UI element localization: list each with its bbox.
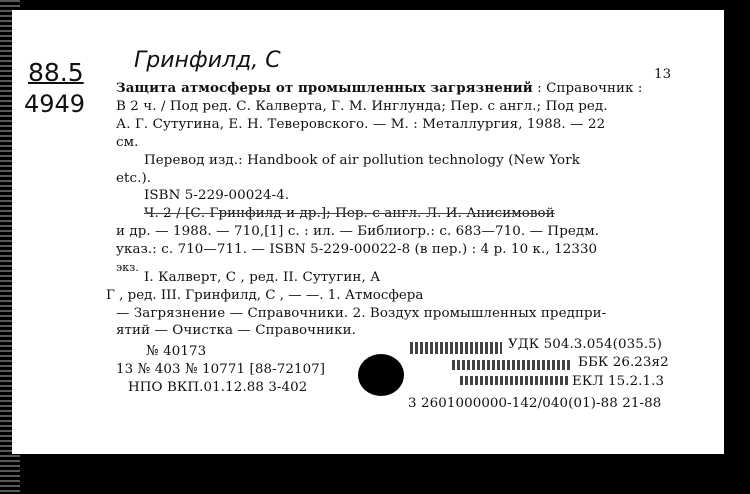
part-line: Ч. 2 / [С. Гринфилд и др.]; Пер. с англ. Л. И. Анисимовой <box>144 206 555 221</box>
price-code: 3 2601000000-142/040(01)-88 21-88 <box>408 396 662 411</box>
line-5: Перевод изд.: Handbook of air pollution technology (New York <box>144 153 580 168</box>
line-2: В 2 ч. / Под ред. С. Калверта, Г. М. Инглунда; Пер. с англ.; Под ред. <box>116 99 608 114</box>
line-4: см. <box>116 135 139 150</box>
corner-number: 13 <box>654 67 672 82</box>
call-number-bottom: 4949 <box>24 90 86 118</box>
ekl: ЕКЛ 15.2.1.3 <box>572 374 665 389</box>
title: Защита атмосферы от промышленных загрязнений <box>116 80 533 96</box>
line-9: и др. — 1988. — 710,[1] с. : ил. — Библиогр.: с. 683—710. — Предм. <box>116 224 600 239</box>
line-3: А. Г. Сутугина, Е. Н. Теверовского. — М. : Металлургия, 1988. — 22 <box>116 117 606 132</box>
stamp-smear-2 <box>452 360 572 370</box>
stamp-smear-3 <box>460 376 568 385</box>
line-11: экз. <box>116 261 139 274</box>
call-number-top: 88.5 <box>28 58 84 87</box>
npo-line: НПО ВКП.01.12.88 3-402 <box>128 380 308 395</box>
tracing-2: Г , ред. III. Гринфилд, С , — —. 1. Атмосфера <box>106 288 424 303</box>
bbk: ББК 26.23я2 <box>578 355 669 370</box>
subject-2: ятий — Очистка — Справочники. <box>116 323 357 338</box>
line-10: указ.: с. 710—711. — ISBN 5-229-00022-8 (в пер.) : 4 р. 10 к., 12330 <box>116 242 598 257</box>
subject-1: — Загрязнение — Справочники. 2. Воздух промышленных предпри- <box>116 306 607 321</box>
title-line <box>116 81 643 96</box>
card-number: № 40173 <box>146 344 207 359</box>
handwritten-author: Гринфилд, С <box>134 48 281 73</box>
title-rest: : Справочник : <box>532 81 643 96</box>
ink-blot <box>358 354 404 396</box>
tracing-1: I. Калверт, С , ред. II. Сутугин, А <box>144 270 381 285</box>
catalog-card <box>12 10 724 454</box>
isbn-line: ISBN 5-229-00024-4. <box>144 188 290 203</box>
stamp-smear-1 <box>410 342 502 354</box>
udk: УДК 504.3.054(035.5) <box>508 337 663 352</box>
line-6: etc.). <box>116 171 152 186</box>
print-order: 13 № 403 № 10771 [88-72107] <box>116 362 326 377</box>
